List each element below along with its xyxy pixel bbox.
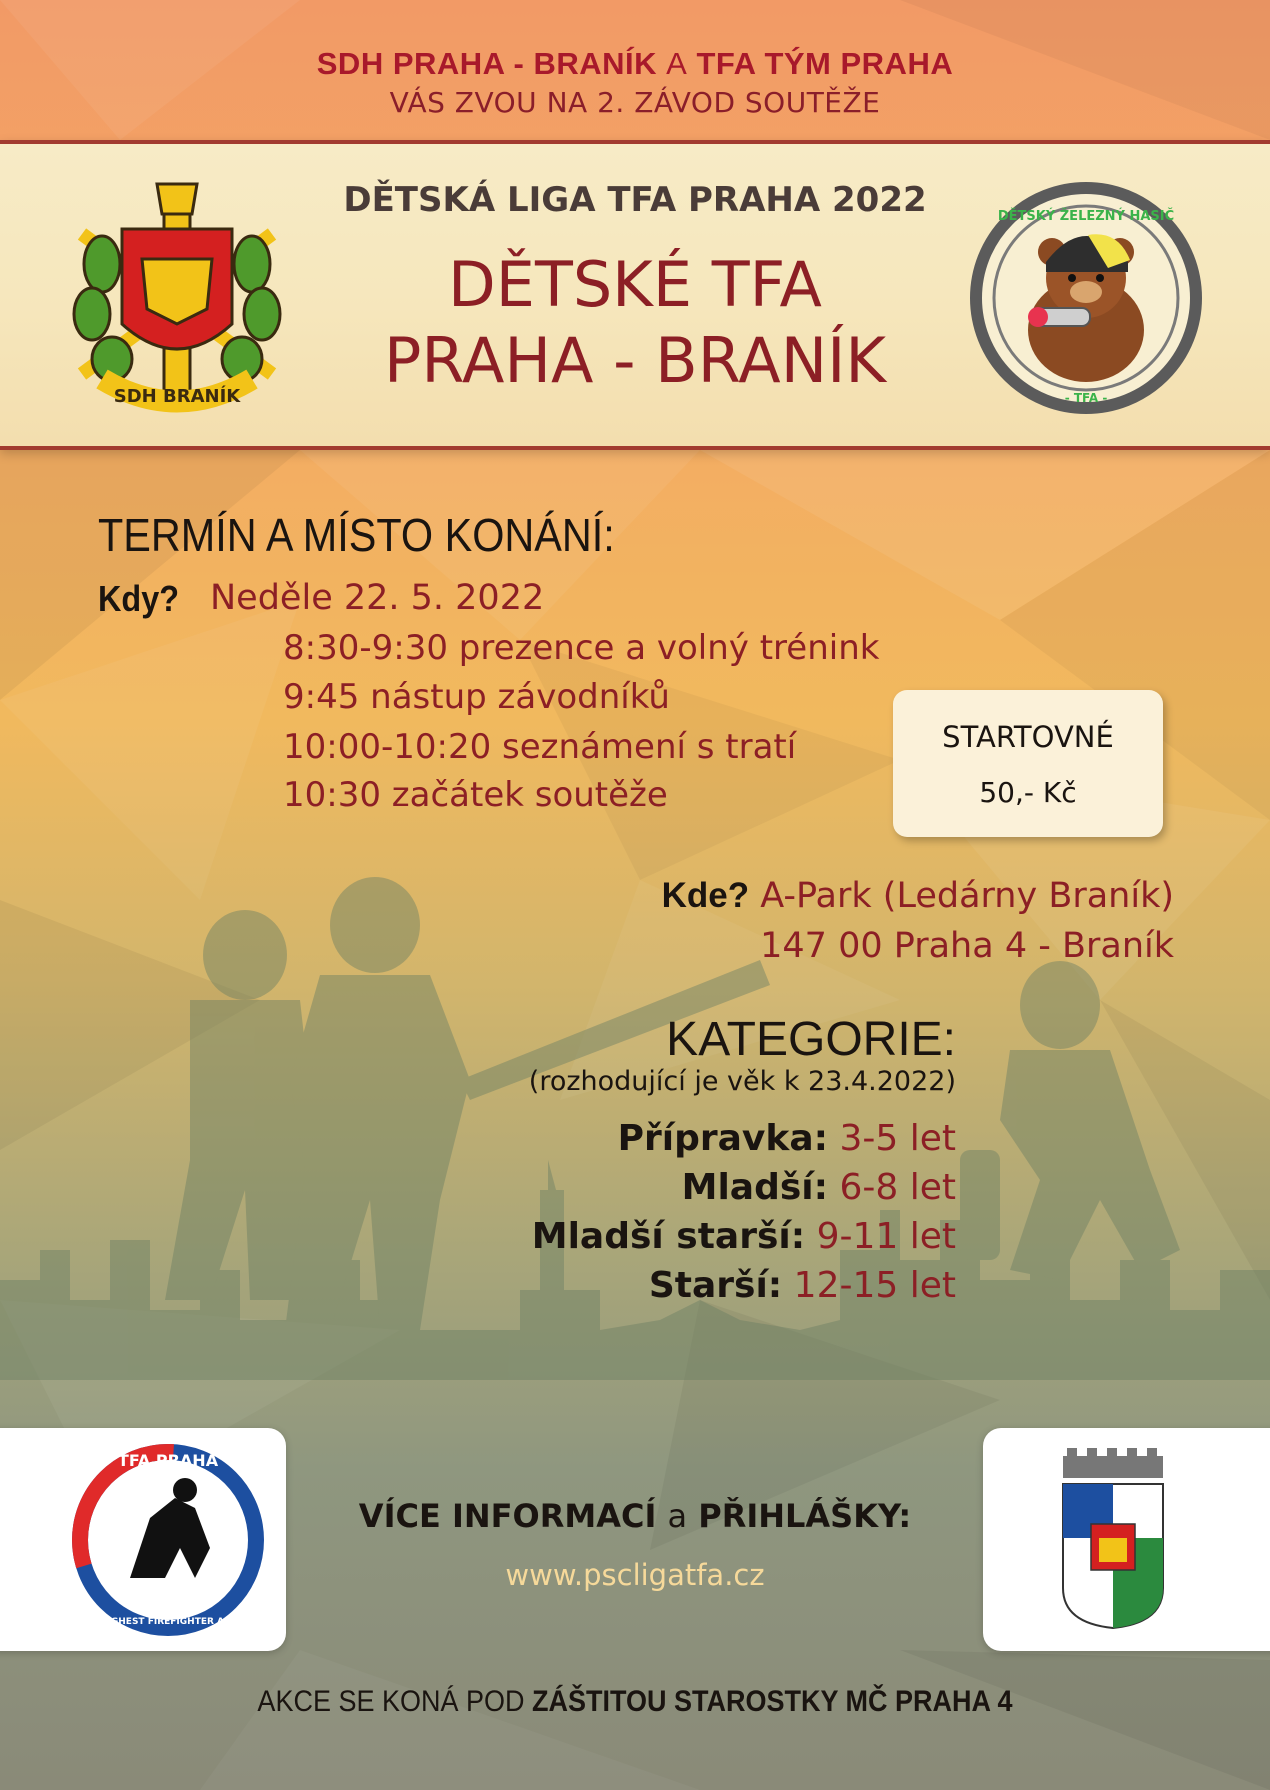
website-link[interactable]: www.pscligatfa.cz bbox=[505, 1558, 765, 1592]
venue-name: A-Park (Ledárny Braník) bbox=[760, 876, 1174, 916]
category-row bbox=[532, 1216, 956, 1257]
more-info-conj: a bbox=[667, 1497, 688, 1535]
event-title-line1: DĚTSKÉ TFA bbox=[448, 248, 822, 321]
kdy-label: Kdy? bbox=[98, 578, 179, 619]
category-row bbox=[682, 1167, 956, 1208]
category-age: 9-11 let bbox=[816, 1216, 956, 1257]
invite-line: VÁS ZVOU NA 2. ZÁVOD SOUTĚŽE bbox=[389, 86, 881, 119]
organizer-sdh: SDH PRAHA - BRANÍK bbox=[316, 46, 657, 81]
praha4-coat-of-arms-icon bbox=[983, 1428, 1270, 1651]
tfa-logo-text-bottom: TOUGHEST FIREFIGHTER ALIVE bbox=[89, 1617, 247, 1627]
venue-address: 147 00 Praha 4 - Braník bbox=[760, 926, 1174, 966]
kategorie-note: (rozhodující je věk k 23.4.2022) bbox=[528, 1066, 956, 1097]
category-name: Starší: bbox=[648, 1265, 783, 1306]
tfa-praha-logo-icon bbox=[0, 1428, 286, 1651]
hasic-logo-text-bottom: - TFA - bbox=[1064, 391, 1108, 405]
title-band bbox=[0, 140, 1270, 450]
category-age: 12-15 let bbox=[793, 1265, 956, 1306]
hasic-logo-text-top: DĚTSKÝ ŽELEZNÝ HASIČ bbox=[997, 209, 1175, 224]
category-age: 3-5 let bbox=[839, 1118, 956, 1159]
kde-line bbox=[662, 876, 1174, 916]
sdh-branik-logo-icon bbox=[62, 174, 292, 414]
startovne-box bbox=[893, 690, 1163, 837]
event-title-line2: PRAHA - BRANÍK bbox=[383, 324, 887, 397]
category-age: 6-8 let bbox=[839, 1167, 956, 1208]
schedule-item: 9:45 nástup závodníků bbox=[283, 677, 670, 717]
category-row bbox=[618, 1118, 956, 1159]
schedule-item: 10:00-10:20 seznámení s tratí bbox=[283, 727, 797, 767]
category-name: Přípravka: bbox=[617, 1118, 829, 1159]
detsky-zelezny-hasic-logo-icon bbox=[968, 180, 1204, 416]
more-info-suffix: PŘIHLÁŠKY: bbox=[698, 1497, 912, 1535]
category-row bbox=[649, 1265, 956, 1306]
schedule-item: 8:30-9:30 prezence a volný trénink bbox=[283, 628, 880, 668]
footer-prefix: AKCE SE KONÁ POD bbox=[257, 1685, 525, 1718]
more-info-heading bbox=[0, 1497, 1270, 1535]
category-name: Mladší: bbox=[681, 1167, 829, 1208]
category-name: Mladší starší: bbox=[531, 1216, 806, 1257]
termin-heading: TERMÍN A MÍSTO KONÁNÍ: bbox=[98, 509, 615, 561]
organizers-line bbox=[0, 46, 1270, 82]
sdh-logo-text: SDH BRANÍK bbox=[113, 386, 241, 407]
event-date: Neděle 22. 5. 2022 bbox=[210, 578, 545, 618]
praha4-coat-of-arms-card bbox=[983, 1428, 1270, 1651]
tfa-praha-logo-card bbox=[0, 1428, 286, 1651]
fee-price: 50,- Kč bbox=[979, 776, 1077, 809]
top-banner bbox=[0, 0, 1270, 140]
organizer-conjunction: A bbox=[666, 46, 688, 81]
footer-bold: ZÁŠTITOU STAROSTKY MČ PRAHA 4 bbox=[532, 1685, 1013, 1718]
kategorie-heading: KATEGORIE: bbox=[666, 1013, 956, 1066]
more-info-prefix: VÍCE INFORMACÍ bbox=[358, 1497, 657, 1535]
tfa-logo-text-top: TFA PRAHA bbox=[117, 1451, 219, 1470]
organizer-tfa: TFA TÝM PRAHA bbox=[696, 46, 954, 81]
footer-patronage bbox=[64, 1685, 1207, 1719]
league-title: DĚTSKÁ LIGA TFA PRAHA 2022 bbox=[343, 180, 927, 220]
schedule-item: 10:30 začátek soutěže bbox=[283, 775, 668, 815]
kde-label: Kde? bbox=[661, 876, 750, 915]
fee-label: STARTOVNÉ bbox=[942, 720, 1114, 754]
